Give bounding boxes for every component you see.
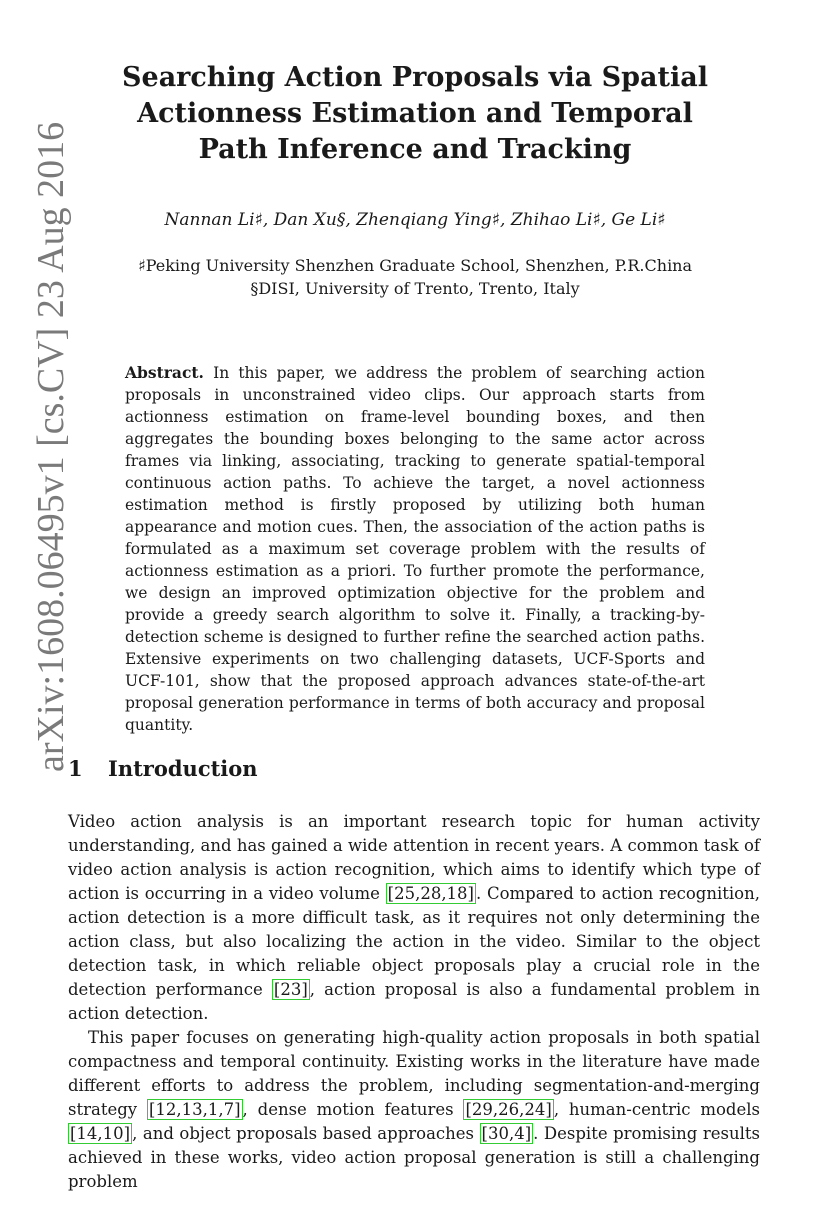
text-run: , dense motion features — [242, 1100, 464, 1119]
abstract — [125, 362, 705, 736]
section-number: 1 — [68, 756, 83, 781]
intro-paragraph-2 — [68, 1026, 760, 1194]
citation-link[interactable]: [23] — [273, 980, 308, 999]
author-list: Nannan Li♯, Dan Xu§, Zhenqiang Ying♯, Zhihao Li♯, Ge Li♯ — [164, 210, 666, 230]
paper-title: Searching Action Proposals via Spatial Actionness Estimation and Temporal Path Inference and Tracking — [122, 62, 708, 165]
abstract-text: In this paper, we address the problem of searching action proposals in unconstrained video clips. Our approach starts from actionness estimation on frame-level bounding boxes, and then aggregates the bounding boxes belonging to the same actor across frames via linking, associating, tracking to generate spatial-temporal continuous action paths. To achieve the target, a novel actionness estimation method is firstly proposed by utilizing both human appearance and motion cues. Then, the association of the action paths is formulated as a maximum set coverage problem with the results of actionness estimation as a priori. To further promote the performance, we design an improved optimization objective for the problem and provide a greedy search algorithm to solve it. Finally, a tracking-by-detection scheme is designed to further refine the searched action paths. Extensive experiments on two challenging datasets, UCF-Sports and UCF-101, show that the proposed approach advances state-of-the-art proposal generation performance in terms of both accuracy and proposal quantity. — [125, 364, 705, 734]
text-run: . Compared to action recognition, action detection is a more difficult task, as it requires not only determining the action class, but also localizing the action in the video. Similar to the object detection task, in which reliable object proposals play a crucial role in the detection performance — [68, 884, 760, 999]
text-run: , and object proposals based approaches — [132, 1124, 480, 1143]
intro-paragraph-1 — [68, 810, 760, 1026]
text-run: , human-centric models — [553, 1100, 760, 1119]
citation-link[interactable]: [14,10] — [70, 1124, 131, 1143]
abstract-label: Abstract. — [125, 363, 204, 382]
text-run: Video action analysis is an important research topic for human activity understanding, and has gained a wide attention in recent years. A common task of video action analysis is action recognition, which aims to identify which type of action is occurring in a video volume — [68, 812, 760, 903]
section-heading — [68, 754, 668, 784]
text-run: , action proposal is also a fundamental problem in action detection. — [68, 980, 760, 1023]
text-run: . Despite promising results achieved in these works, video action proposal generation is still a challenging problem — [68, 1124, 760, 1191]
citation-link[interactable]: [29,26,24] — [465, 1100, 552, 1119]
citation-link[interactable]: [30,4] — [481, 1124, 532, 1143]
affiliation-trento: §DISI, University of Trento, Trento, Italy — [250, 279, 580, 298]
section-title: Introduction — [108, 756, 258, 781]
affiliations — [100, 254, 730, 300]
citation-link[interactable]: [12,13,1,7] — [148, 1100, 241, 1119]
intro-body — [68, 810, 760, 1194]
affiliation-peking: ♯Peking University Shenzhen Graduate School, Shenzhen, P.R.China — [137, 256, 693, 275]
citation-link[interactable]: [25,28,18] — [387, 884, 474, 903]
text-run: This paper focuses on generating high-quality action proposals in both spatial compactness and temporal continuity. Existing works in the literature have made different efforts to address the problem, including segmentation-and-merging strategy — [68, 1028, 760, 1119]
arxiv-sidebar — [28, 52, 74, 772]
arxiv-identifier: arXiv:1608.06495v1 [cs.CV] 23 Aug 2016 — [30, 121, 72, 772]
